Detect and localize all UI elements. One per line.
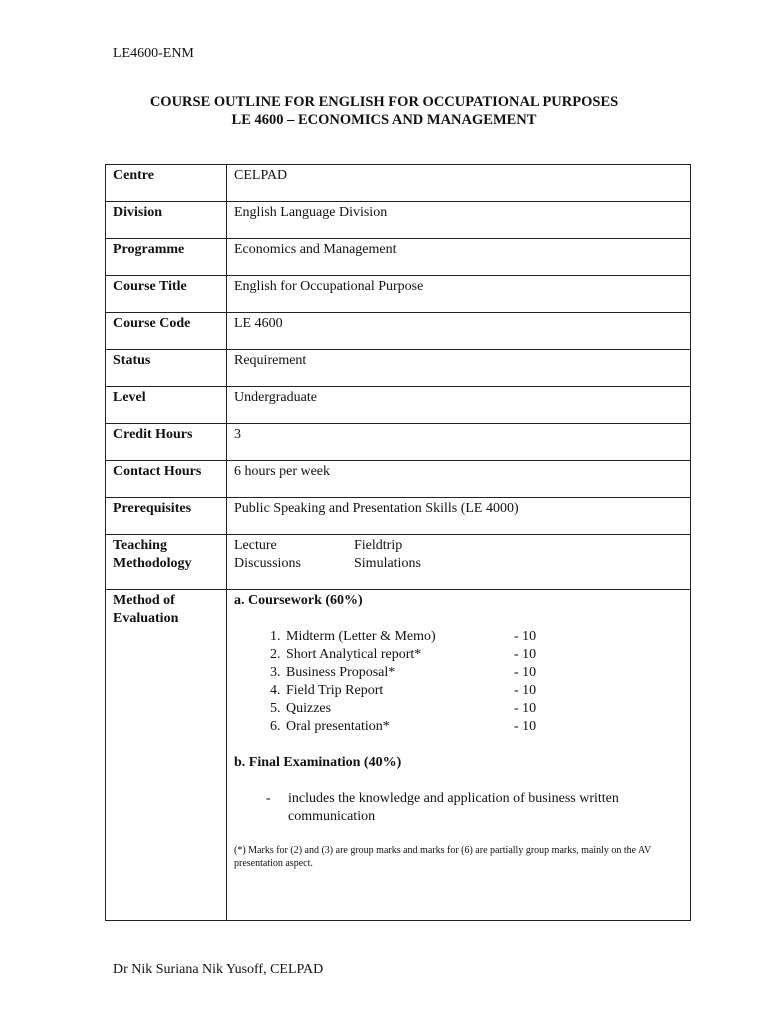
method-item: Discussions — [234, 556, 301, 571]
item-score: - 10 — [514, 683, 537, 698]
item-score: - 10 — [514, 701, 537, 716]
row-value: 3 — [227, 424, 691, 461]
table-row — [106, 498, 691, 535]
final-exam-heading: b. Final Examination (40%) — [234, 755, 402, 770]
row-label: Prerequisites — [106, 498, 227, 535]
item-number: 3. — [270, 665, 281, 680]
coursework-list — [270, 628, 683, 736]
row-label: Credit Hours — [106, 424, 227, 461]
method-item: Lecture — [234, 538, 277, 553]
method-item: Simulations — [354, 556, 421, 571]
item-text: Quizzes — [286, 701, 332, 716]
item-text: Oral presentation* — [286, 719, 390, 734]
item-score: - 10 — [514, 665, 537, 680]
list-item — [270, 718, 683, 736]
row-value: Undergraduate — [227, 387, 691, 424]
row-label: Contact Hours — [106, 461, 227, 498]
row-value: CELPAD — [227, 165, 691, 202]
list-item — [270, 664, 683, 682]
row-label: Division — [106, 202, 227, 239]
row-value: Public Speaking and Presentation Skills (LE 4000) — [227, 498, 691, 535]
item-text: Midterm (Letter & Memo) — [286, 629, 436, 644]
row-label: Centre — [106, 165, 227, 202]
row-value: English for Occupational Purpose — [227, 276, 691, 313]
item-score: - 10 — [514, 629, 537, 644]
row-value: English Language Division — [227, 202, 691, 239]
document-code: LE4600-ENM — [113, 46, 194, 61]
item-score: - 10 — [514, 647, 537, 662]
row-label: Level — [106, 387, 227, 424]
item-number: 1. — [270, 629, 281, 644]
teaching-methods — [227, 535, 691, 590]
document-subtitle: LE 4600 – ECONOMICS AND MANAGEMENT — [231, 112, 537, 128]
table-row — [106, 424, 691, 461]
marks-note: (*) Marks for (2) and (3) are group marks and marks for (6) are partially group marks, mainly on the AV presentation aspect. — [234, 845, 652, 869]
document-title: COURSE OUTLINE FOR ENGLISH FOR OCCUPATIONAL PURPOSES — [149, 94, 619, 110]
row-label: Course Title — [106, 276, 227, 313]
item-number: 5. — [270, 701, 281, 716]
course-info-rows — [106, 165, 691, 921]
item-number: 6. — [270, 719, 281, 734]
table-row — [106, 239, 691, 276]
table-row — [106, 276, 691, 313]
item-text: Short Analytical report* — [286, 647, 422, 662]
table-row — [106, 387, 691, 424]
final-exam-bullet — [266, 790, 683, 826]
table-row — [106, 350, 691, 387]
table-row-teaching — [106, 535, 691, 590]
row-label: Course Code — [106, 313, 227, 350]
bullet-dash: - — [266, 791, 271, 806]
list-item — [270, 646, 683, 664]
table-row — [106, 313, 691, 350]
list-item — [270, 700, 683, 718]
table-row — [106, 461, 691, 498]
list-item — [270, 682, 683, 700]
row-label: Programme — [106, 239, 227, 276]
row-label: Status — [106, 350, 227, 387]
course-outline-table — [105, 164, 691, 921]
item-text: Business Proposal* — [286, 665, 396, 680]
item-number: 2. — [270, 647, 281, 662]
row-value: Economics and Management — [227, 239, 691, 276]
table-row — [106, 202, 691, 239]
row-value: LE 4600 — [227, 313, 691, 350]
row-value: 6 hours per week — [227, 461, 691, 498]
item-text: Field Trip Report — [286, 683, 384, 698]
table-row-evaluation — [106, 590, 691, 921]
item-score: - 10 — [514, 719, 537, 734]
item-number: 4. — [270, 683, 281, 698]
list-item — [270, 628, 683, 646]
coursework-heading: a. Coursework (60%) — [234, 593, 363, 608]
table-row — [106, 165, 691, 202]
evaluation-content — [227, 590, 691, 921]
bullet-text: includes the knowledge and application of business written communication — [288, 791, 619, 824]
row-value: Requirement — [227, 350, 691, 387]
row-label: Teaching Methodology — [106, 535, 227, 590]
document-footer: Dr Nik Suriana Nik Yusoff, CELPAD — [113, 962, 324, 977]
row-label: Method of Evaluation — [106, 590, 227, 921]
method-item: Fieldtrip — [354, 538, 403, 553]
